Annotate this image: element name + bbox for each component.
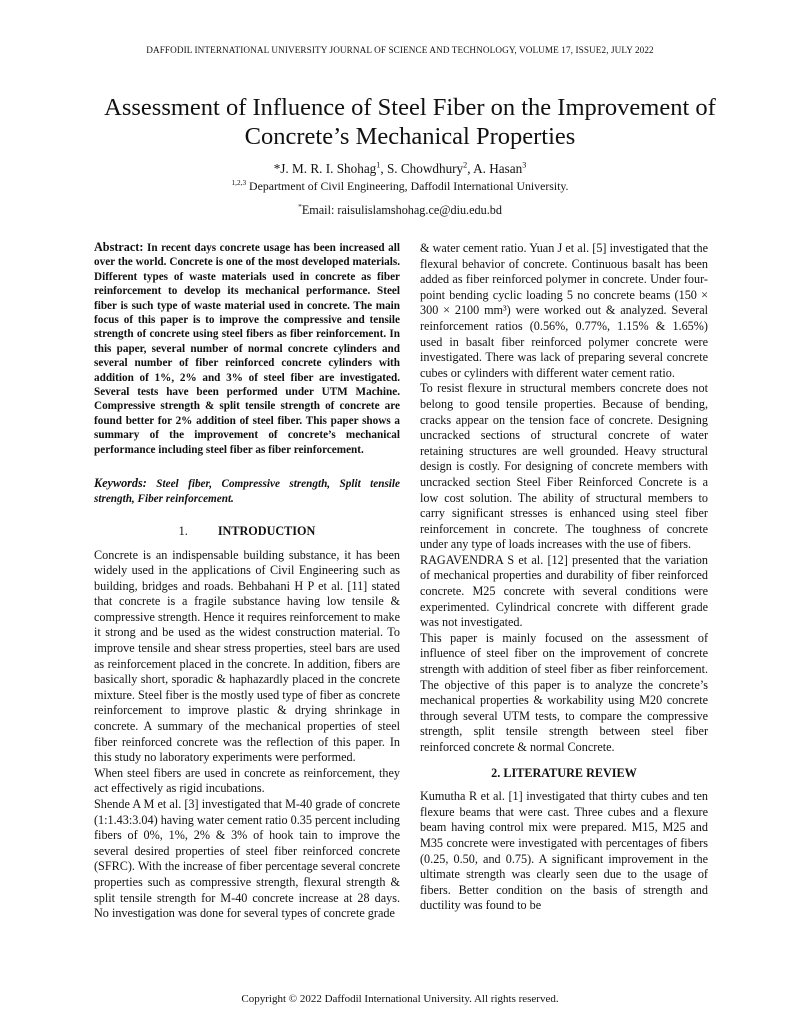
- author-2-sup: 2: [463, 160, 468, 170]
- email-text: Email: raisulislamshohag.ce@diu.edu.bd: [301, 203, 502, 217]
- section-number: 1.: [178, 523, 188, 538]
- paper-title: Assessment of Influence of Steel Fiber on the Improvement of Concrete’s Mechanical Properties: [104, 94, 716, 150]
- affiliation-sup: 1,2,3: [231, 178, 247, 188]
- right-column: [420, 241, 708, 914]
- abstract-text: In recent days concrete usage has been increased all over the world. Concrete is one of the most developed materials. Different types of waste materials used in concrete as fiber reinforcement to develop its mechanical performance. Steel fiber is such type of waste material used in concrete. The main focus of this paper is to improve the compressive and tensile strength of concrete using steel fibers as fiber reinforcement. In this paper, several number of normal concrete cylinders and several number of fiber reinforced concrete cylinders with addition of 1%, 2% and 3% of steel fiber are investigated. Several tests have been performed under UTM Machine. Compressive strength & split tensile strength of concrete are found better for 2% addition of steel fiber. This paper shows a summary of the improvement of concrete’s mechanical performance including steel fiber as fiber reinforcement.: [94, 242, 400, 456]
- paragraph: Kumutha R et al. [1] investigated that thirty cubes and ten flexure beams that were cast. Three cubes and a flexure beam having control mix were prepared. M15, M25 and M35 concrete were investigated with percentages of fibers (0.25, 0.50, and 0.75). A significant improvement in the ultimate strength was clearly seen due to the usage of fibers. Better condition on the basis of strength and ductility was found to be: [420, 789, 708, 913]
- author-2: , S. Chowdhury: [380, 161, 464, 176]
- abstract-label: Abstract:: [94, 240, 144, 254]
- keywords-label: Keywords:: [94, 476, 147, 491]
- paragraph: Shende A M et al. [3] investigated that M-40 grade of concrete (1:1.43:3.04) having water cement ratio 0.35 percent including fibers of 0%, 1%, 2% & 3% of hook tain to improve the several desired properties of steel fiber reinforced concrete (SFRC). With the increase of fiber percentage several concrete properties such as compressive strength, flexural strength & split tensile strength for M-40 concrete increase at 28 days. No investigation was done for several types of concrete grade: [94, 797, 400, 921]
- abstract: [94, 240, 400, 457]
- left-column: [94, 240, 400, 922]
- paragraph: Concrete is an indispensable building substance, it has been widely used in the applications of Civil Engineering such as building, bridges and roads. Behbahani H P et al. [11] stated that concrete is a fragile substance having low tensile & compressive strength. Hence it requires reinforcement to make it strong and be used as the widest construction material. To improve tensile and shear stress properties, steel bars are used as reinforcement placed in the concrete. In addition, fibers are basically short, sporadic & haphazardly placed in the concrete mixture. Steel fiber is the mostly used type of fiber as concrete reinforcement to improve plastic & drying shrinkage in concrete. A summary of the mechanical properties of steel fiber reinforced concrete was the reflection of this paper. In this study no laboratory experiments were performed.: [94, 547, 400, 765]
- author-3: , A. Hasan: [467, 161, 523, 176]
- affiliation: [0, 179, 800, 194]
- author-3-sup: 3: [522, 160, 527, 170]
- email-sup: *: [298, 201, 302, 211]
- author-line: [0, 161, 800, 177]
- section-title: INTRODUCTION: [217, 523, 316, 538]
- keywords: [94, 476, 400, 506]
- author-1: *J. M. R. I. Shohag: [273, 161, 377, 176]
- paragraph: RAGAVENDRA S et al. [12] presented that the variation of mechanical properties and durability of fiber reinforced concrete. M25 concrete with several conditions were experimented. Cylindrical concrete with different grade was not investigated.: [420, 552, 708, 630]
- running-head: DAFFODIL INTERNATIONAL UNIVERSITY JOURNAL OF SCIENCE AND TECHNOLOGY, VOLUME 17, ISSUE2, JULY 2022: [146, 45, 654, 55]
- paragraph: To resist flexure in structural members concrete does not belong to good tensile properties. Because of bending, cracks appear on the tension face of concrete. Designing uncracked sections of structural concrete of water retaining structures are well grounded. Heavy structural design is costly. For designing of concrete members with uncracked section Steel Fiber Reinforced Concrete is a low cost solution. The ability of structural members to carry significant stresses is enhanced using steel fiber reinforcement in concrete. The toughness of concrete under any type of loads increases with the use of fibers.: [420, 381, 708, 552]
- author-1-sup: 1: [376, 160, 381, 170]
- section-heading-literature-review: 2. LITERATURE REVIEW: [491, 765, 637, 780]
- paragraph: When steel fibers are used in concrete as reinforcement, they act effectively as rigid incubations.: [94, 765, 400, 796]
- keywords-text: Steel fiber, Compressive strength, Split tensile strength, Fiber reinforcement.: [94, 478, 400, 505]
- section-heading-introduction: [94, 524, 400, 540]
- copyright-footer: Copyright © 2022 Daffodil International University. All rights reserved.: [241, 993, 559, 1005]
- paragraph: This paper is mainly focused on the assessment of influence of steel fiber on the improvement of concrete strength with addition of steel fiber as fiber reinforcement. The objective of this paper is to analyze the concrete’s mechanical properties & workability using M20 concrete through several UTM tests, to compare the compressive strength, split tensile strength between steel fiber reinforced concrete & normal Concrete.: [420, 630, 708, 754]
- paragraph: & water cement ratio. Yuan J et al. [5] investigated that the flexural behavior of concrete. Continuous basalt has been added as fiber reinforced polymer in concrete. Under four-point bending cyclic loading 5 no concrete beams (150 × 300 × 2100 mm³) were worked out & analyzed. Several reinforcement ratios (0.56%, 0.77%, 1.15% & 1.65%) used in basalt fiber reinforced polymer concrete were investigated. There was lack of preparing several concrete cubes or cylinders with different water cement ratio.: [420, 241, 708, 380]
- email-line: [0, 203, 800, 218]
- affiliation-text: Department of Civil Engineering, Daffodil International University.: [246, 179, 569, 193]
